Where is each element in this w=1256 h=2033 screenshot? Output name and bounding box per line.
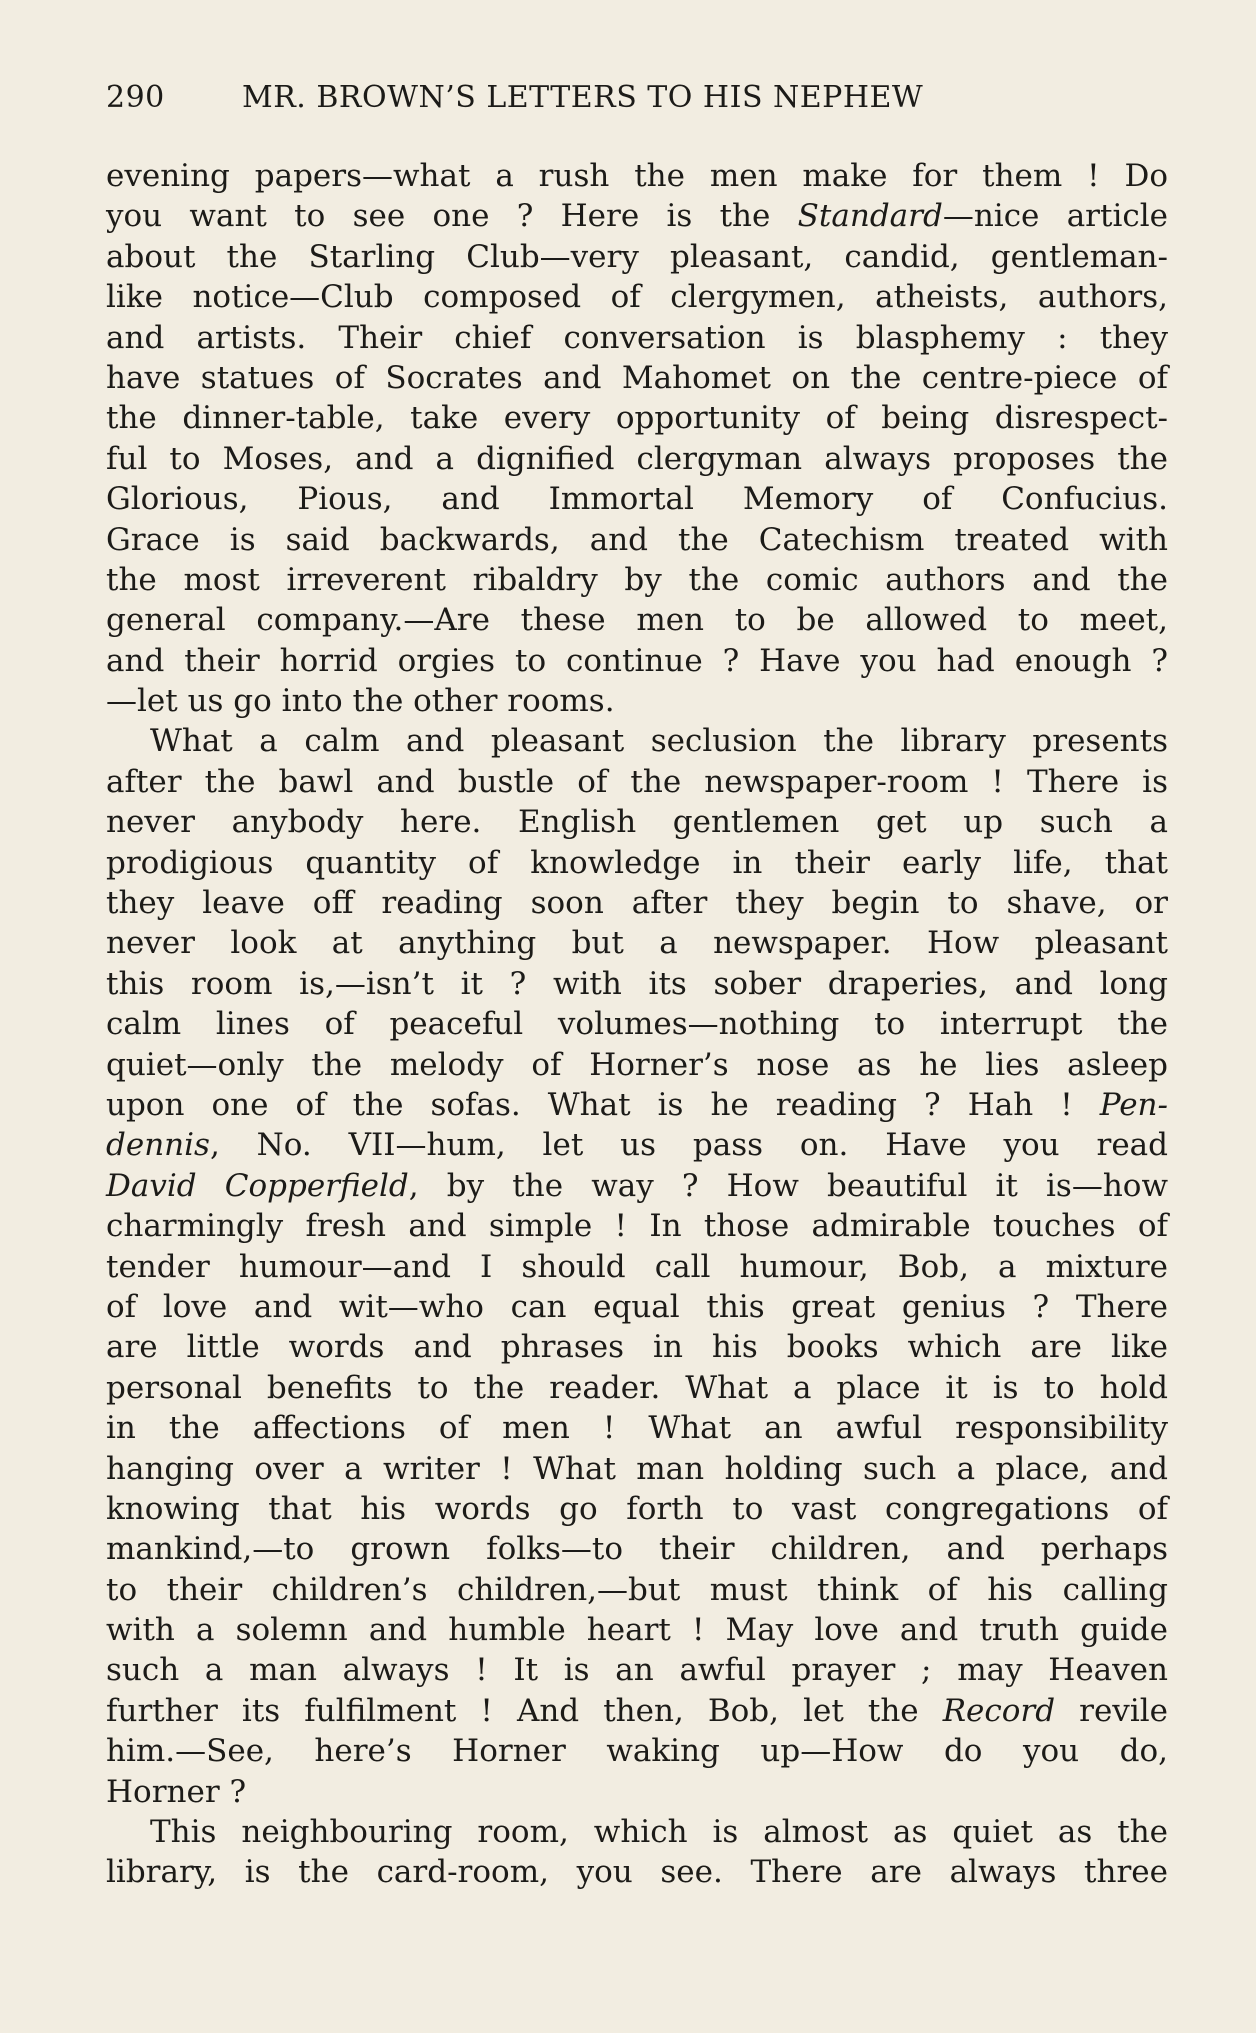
text-line: never anybody here. English gentlemen get up such a	[106, 804, 1168, 841]
text-line: and artists. Their chief conversation is blasphemy : they	[106, 319, 1168, 356]
text-line: charmingly fresh and simple ! In those admirable touches of	[106, 1208, 1168, 1245]
text-line: quiet—only the melody of Horner’s nose as he lies asleep	[106, 1046, 1168, 1083]
text-line: like notice—Club composed of clergymen, atheists, authors,	[106, 279, 1168, 316]
text-line: him.—See, here’s Horner waking up—How do you do,	[106, 1733, 1168, 1770]
running-header	[106, 80, 1168, 116]
text-line: Horner ?	[106, 1773, 247, 1810]
text-line: mankind,—to grown folks—to their children, and perhaps	[106, 1531, 1168, 1568]
text-line: personal benefits to the reader. What a place it is to hold	[106, 1369, 1168, 1406]
body-text	[106, 156, 1168, 1893]
text-line: ful to Moses, and a dignified clergyman always proposes the	[106, 440, 1168, 477]
book-page	[106, 80, 1168, 1893]
text-line: in the affections of men ! What an awful responsibility	[106, 1410, 1168, 1447]
text-line: the dinner-table, take every opportunity of being disrespect-	[106, 400, 1168, 437]
text-line: such a man always ! It is an awful prayer ; may Heaven	[106, 1652, 1168, 1689]
text-line: calm lines of peaceful volumes—nothing to interrupt the	[106, 1006, 1168, 1043]
page-number: 290	[106, 80, 165, 115]
text-line: to their children’s children,—but must think of his calling	[106, 1571, 1168, 1608]
text-line: evening papers—what a rush the men make for them ! Do	[106, 158, 1168, 194]
text-line: —let us go into the other rooms.	[106, 683, 615, 720]
text-line: knowing that his words go forth to vast congregations of	[106, 1490, 1168, 1527]
text-line: are little words and phrases in his books which are like	[106, 1329, 1168, 1366]
text-line: Glorious, Pious, and Immortal Memory of Confucius.	[106, 481, 1168, 518]
text-line: This neighbouring room, which is almost as quiet as the	[150, 1814, 1168, 1851]
text-line: with a solemn and humble heart ! May love and truth guide	[106, 1612, 1168, 1649]
text-line: general company.—Are these men to be allowed to meet,	[106, 602, 1168, 639]
running-title: MR. BROWN’S LETTERS TO HIS NEPHEW	[242, 80, 924, 115]
text-line: What a calm and pleasant seclusion the library presents	[150, 723, 1168, 760]
text-line: they leave off reading soon after they begin to shave, or	[106, 885, 1168, 922]
text-line: this room is,—isn’t it ? with its sober draperies, and long	[106, 965, 1168, 1002]
text-line: upon one of the sofas. What is he reading ? Hah ! Pen-	[106, 1086, 1168, 1123]
text-line: never look at anything but a newspaper. How pleasant	[106, 925, 1168, 962]
text-line: of love and wit—who can equal this great genius ? There	[106, 1288, 1168, 1325]
text-line: prodigious quantity of knowledge in their early life, that	[106, 844, 1168, 881]
text-line: David Copperfield, by the way ? How beautiful it is—how	[106, 1167, 1169, 1204]
text-line: further its fulfilment ! And then, Bob, let the Record revile	[106, 1692, 1168, 1729]
text-line: the most irreverent ribaldry by the comic authors and the	[106, 561, 1168, 598]
text-line: dennis, No. VII—hum, let us pass on. Have you read	[106, 1127, 1168, 1164]
text-line: have statues of Socrates and Mahomet on the centre-piece of	[106, 359, 1168, 396]
text-line: about the Starling Club—very pleasant, candid, gentleman-	[106, 238, 1168, 275]
text-line: and their horrid orgies to continue ? Have you had enough ?	[106, 642, 1168, 679]
text-line: Grace is said backwards, and the Catechism treated with	[106, 521, 1168, 558]
text-line: after the bawl and bustle of the newspaper-room ! There is	[106, 763, 1168, 800]
text-line: you want to see one ? Here is the Standard—nice article	[106, 198, 1168, 235]
text-line: tender humour—and I should call humour, Bob, a mixture	[106, 1248, 1168, 1285]
text-line: hanging over a writer ! What man holding such a place, and	[106, 1450, 1168, 1487]
text-line: library, is the card-room, you see. There are always three	[106, 1854, 1168, 1891]
